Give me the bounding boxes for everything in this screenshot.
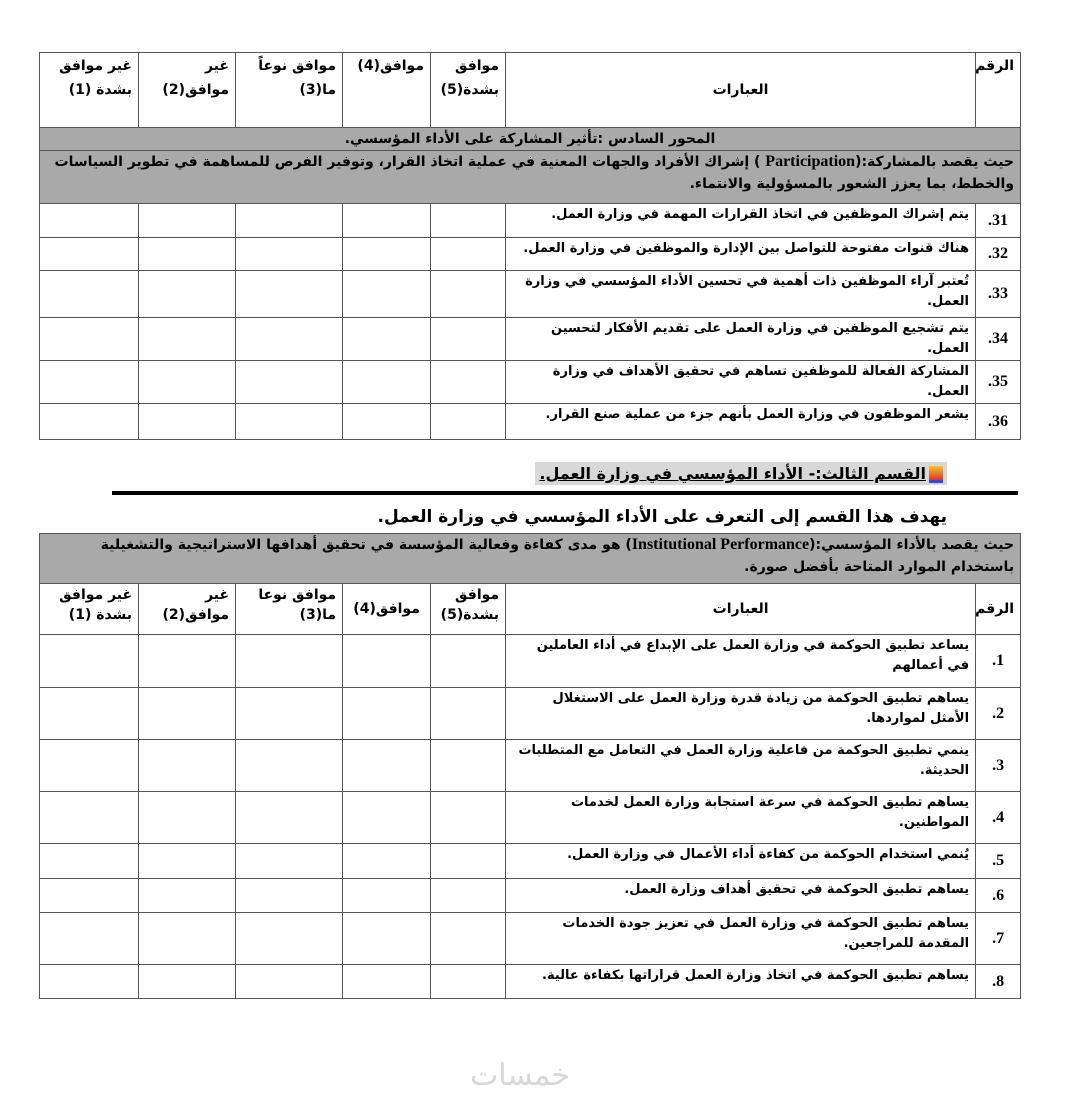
definition-term: Participation <box>765 153 856 170</box>
definition-prefix: حيث يقصد بالأداء المؤسسي:( <box>809 537 1015 553</box>
answer-cell-sa[interactable] <box>431 792 506 844</box>
answer-cell-sd[interactable] <box>40 318 139 361</box>
item-statement: يساهم تطبيق الحوكمة في سرعة استجابة وزارة العمل لخدمات المواطنين. <box>506 792 976 844</box>
answer-cell-a[interactable] <box>343 318 431 361</box>
item-statement: يساعد تطبيق الحوكمة في وزارة العمل على الإبداع في أداء العاملين في أعمالهم <box>506 635 976 688</box>
item-statement: يساهم تطبيق الحوكمة في اتخاذ وزارة العمل قراراتها بكفاءة عالية. <box>506 965 976 999</box>
answer-cell-n[interactable] <box>236 792 343 844</box>
col-agree: موافق(4) <box>343 53 431 128</box>
answer-cell-a[interactable] <box>343 879 431 913</box>
answer-cell-a[interactable] <box>343 271 431 318</box>
bullet-icon <box>929 466 943 483</box>
answer-cell-d[interactable] <box>139 271 236 318</box>
answer-cell-d[interactable] <box>139 913 236 965</box>
answer-cell-sd[interactable] <box>40 635 139 688</box>
answer-cell-d[interactable] <box>139 238 236 271</box>
item-number: 2. <box>976 688 1021 740</box>
item-statement: هناك قنوات مفتوحة للتواصل بين الإدارة والموظفين في وزارة العمل. <box>506 238 976 271</box>
axis-definition <box>40 151 1021 204</box>
answer-cell-a[interactable] <box>343 361 431 404</box>
item-number: 33. <box>976 271 1021 318</box>
item-statement: يتم تشجيع الموظفين في وزارة العمل على تقديم الأفكار لتحسين العمل. <box>506 318 976 361</box>
item-statement: تُعتبر آراء الموظفين ذات أهمية في تحسين الأداء المؤسسي في وزارة العمل. <box>506 271 976 318</box>
definition-term: Institutional Performance <box>631 536 810 553</box>
answer-cell-d[interactable] <box>139 688 236 740</box>
item-number: 4. <box>976 792 1021 844</box>
answer-cell-sd[interactable] <box>40 844 139 879</box>
answer-cell-sa[interactable] <box>431 635 506 688</box>
table-row <box>40 844 1021 879</box>
col-number: الرقم <box>976 53 1021 128</box>
answer-cell-d[interactable] <box>139 318 236 361</box>
answer-cell-n[interactable] <box>236 913 343 965</box>
col-neutral: موافق نوعا ما(3) <box>236 584 343 635</box>
answer-cell-a[interactable] <box>343 238 431 271</box>
definition-text: ) إشراك الأفراد والجهات المعنية في عملية اتخاذ القرار، وتوفير الفرص للمساهمة في تطوير السياسات والخطط، بما يعزز الشعور بالمسؤولية والانتماء. <box>54 154 1014 192</box>
answer-cell-n[interactable] <box>236 740 343 792</box>
item-number: 1. <box>976 635 1021 688</box>
table-row <box>40 271 1021 318</box>
divider <box>112 491 1018 495</box>
item-number: 5. <box>976 844 1021 879</box>
table-row <box>40 404 1021 440</box>
answer-cell-n[interactable] <box>236 965 343 999</box>
item-statement: يساهم تطبيق الحوكمة في تحقيق أهداف وزارة العمل. <box>506 879 976 913</box>
col-statements: العبارات <box>506 584 976 635</box>
answer-cell-sd[interactable] <box>40 879 139 913</box>
item-statement: يشعر الموظفون في وزارة العمل بأنهم جزء من عملية صنع القرار. <box>506 404 976 440</box>
answer-cell-d[interactable] <box>139 635 236 688</box>
answer-cell-d[interactable] <box>139 792 236 844</box>
answer-cell-sa[interactable] <box>431 913 506 965</box>
answer-cell-d[interactable] <box>139 844 236 879</box>
answer-cell-sd[interactable] <box>40 238 139 271</box>
definition-prefix: حيث يقصد بالمشاركة:( <box>855 154 1014 170</box>
answer-cell-n[interactable] <box>236 271 343 318</box>
item-number: 6. <box>976 879 1021 913</box>
table-row <box>40 204 1021 238</box>
header-row <box>40 584 1021 635</box>
answer-cell-a[interactable] <box>343 913 431 965</box>
answer-cell-sa[interactable] <box>431 238 506 271</box>
item-statement: ينمي تطبيق الحوكمة من فاعلية وزارة العمل في التعامل مع المتطلبات الحديثة. <box>506 740 976 792</box>
section-title-text: القسم الثالث:- الأداء المؤسسي في وزارة العمل. <box>539 464 926 483</box>
answer-cell-a[interactable] <box>343 965 431 999</box>
table-row <box>40 635 1021 688</box>
col-agree: موافق(4) <box>343 584 431 635</box>
col-strongly-agree: موافق بشدة(5) <box>431 53 506 128</box>
header-row <box>40 53 1021 128</box>
item-statement: يُنمي استخدام الحوكمة من كفاءة أداء الأعمال في وزارة العمل. <box>506 844 976 879</box>
axis6-table <box>39 52 1021 440</box>
table-row <box>40 965 1021 999</box>
axis-title: المحور السادس :تأثير المشاركة على الأداء المؤسسي. <box>40 128 1021 151</box>
answer-cell-d[interactable] <box>139 361 236 404</box>
answer-cell-sa[interactable] <box>431 204 506 238</box>
answer-cell-sa[interactable] <box>431 879 506 913</box>
answer-cell-n[interactable] <box>236 404 343 440</box>
answer-cell-sd[interactable] <box>40 740 139 792</box>
item-number: 34. <box>976 318 1021 361</box>
item-statement: يتم إشراك الموظفين في اتخاذ القرارات المهمة في وزارة العمل. <box>506 204 976 238</box>
answer-cell-n[interactable] <box>236 635 343 688</box>
answer-cell-sa[interactable] <box>431 271 506 318</box>
answer-cell-sa[interactable] <box>431 844 506 879</box>
answer-cell-sd[interactable] <box>40 913 139 965</box>
col-disagree: غير موافق(2) <box>139 584 236 635</box>
answer-cell-a[interactable] <box>343 204 431 238</box>
table-row <box>40 238 1021 271</box>
answer-cell-a[interactable] <box>343 404 431 440</box>
performance-table <box>39 533 1021 999</box>
table-row <box>40 913 1021 965</box>
item-statement: المشاركة الفعالة للموظفين تساهم في تحقيق الأهداف في وزارة العمل. <box>506 361 976 404</box>
answer-cell-d[interactable] <box>139 404 236 440</box>
item-statement: يساهم تطبيق الحوكمة من زيادة قدرة وزارة العمل على الاستغلال الأمثل لمواردها. <box>506 688 976 740</box>
answer-cell-d[interactable] <box>139 965 236 999</box>
item-number: 7. <box>976 913 1021 965</box>
answer-cell-d[interactable] <box>139 879 236 913</box>
answer-cell-a[interactable] <box>343 688 431 740</box>
answer-cell-sd[interactable] <box>40 965 139 999</box>
answer-cell-sd[interactable] <box>40 361 139 404</box>
answer-cell-sa[interactable] <box>431 965 506 999</box>
answer-cell-sd[interactable] <box>40 688 139 740</box>
item-statement: يساهم تطبيق الحوكمة في وزارة العمل في تعزيز جودة الخدمات المقدمة للمراجعين. <box>506 913 976 965</box>
answer-cell-sa[interactable] <box>431 318 506 361</box>
answer-cell-a[interactable] <box>343 740 431 792</box>
answer-cell-sa[interactable] <box>431 404 506 440</box>
answer-cell-a[interactable] <box>343 844 431 879</box>
answer-cell-n[interactable] <box>236 879 343 913</box>
col-strongly-disagree: غير موافق بشدة (1) <box>40 53 139 128</box>
col-neutral: موافق نوعاً ما(3) <box>236 53 343 128</box>
answer-cell-n[interactable] <box>236 688 343 740</box>
answer-cell-sd[interactable] <box>40 404 139 440</box>
item-number: 35. <box>976 361 1021 404</box>
answer-cell-d[interactable] <box>139 740 236 792</box>
item-number: 8. <box>976 965 1021 999</box>
table-row <box>40 792 1021 844</box>
answer-cell-n[interactable] <box>236 318 343 361</box>
watermark: خمسات <box>470 1058 571 1093</box>
col-disagree: غير موافق(2) <box>139 53 236 128</box>
item-number: 3. <box>976 740 1021 792</box>
table-row <box>40 361 1021 404</box>
item-number: 36. <box>976 404 1021 440</box>
answer-cell-a[interactable] <box>343 792 431 844</box>
item-number: 31. <box>976 204 1021 238</box>
answer-cell-n[interactable] <box>236 204 343 238</box>
table-row <box>40 879 1021 913</box>
answer-cell-n[interactable] <box>236 238 343 271</box>
section-title <box>535 462 947 485</box>
col-strongly-disagree: غير موافق بشدة (1) <box>40 584 139 635</box>
answer-cell-sa[interactable] <box>431 740 506 792</box>
answer-cell-sa[interactable] <box>431 361 506 404</box>
answer-cell-a[interactable] <box>343 635 431 688</box>
item-number: 32. <box>976 238 1021 271</box>
answer-cell-sd[interactable] <box>40 204 139 238</box>
section-subtitle: يهدف هذا القسم إلى التعرف على الأداء المؤسسي في وزارة العمل. <box>377 507 947 527</box>
col-strongly-agree: موافق بشدة(5) <box>431 584 506 635</box>
col-number: الرقم <box>976 584 1021 635</box>
table-row <box>40 740 1021 792</box>
table-row <box>40 318 1021 361</box>
performance-definition <box>40 534 1021 584</box>
answer-cell-d[interactable] <box>139 204 236 238</box>
table-row <box>40 688 1021 740</box>
answer-cell-sd[interactable] <box>40 792 139 844</box>
answer-cell-sa[interactable] <box>431 688 506 740</box>
col-statements: العبارات <box>506 53 976 128</box>
answer-cell-n[interactable] <box>236 844 343 879</box>
definition-text: ) هو مدى كفاءة وفعالية المؤسسة في تحقيق أهدافها الاستراتيجية والتشغيلية باستخدام الموارد المتاحة بأفضل صورة. <box>100 537 1015 575</box>
answer-cell-sd[interactable] <box>40 271 139 318</box>
answer-cell-n[interactable] <box>236 361 343 404</box>
